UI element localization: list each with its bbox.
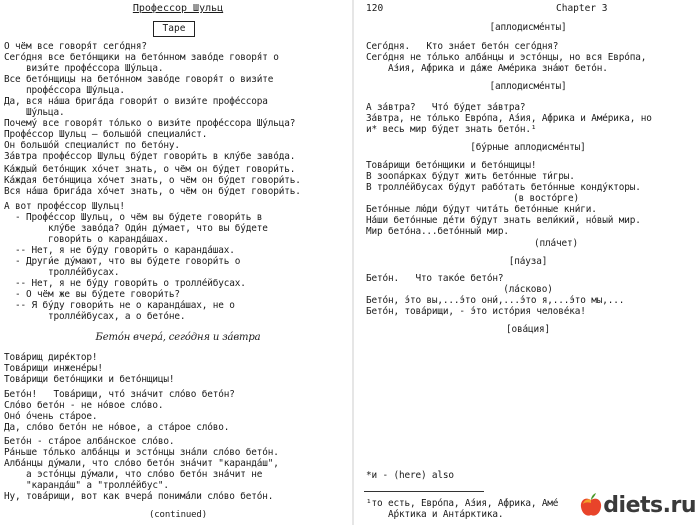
stage-direction: [бу́рные аплодисме́нты] <box>470 142 586 153</box>
footnote: *и - (here) also <box>366 470 454 481</box>
section-subtitle: Бето́н вчера́, сего́дня и за́втра <box>95 332 261 343</box>
text-line: А вот профе́ссор Шульц! <box>4 201 125 212</box>
text-line: Шу́льца. <box>4 107 65 118</box>
text-line: Почему́ все говоря́т то́лько о визи́те профе́ссора Шу́льца? <box>4 118 296 129</box>
page-gutter <box>352 0 354 525</box>
footnote: А́рктика и Анта́рктика. <box>366 509 504 520</box>
page-number: 120 <box>366 3 384 14</box>
stage-direction: [ова́ция] <box>506 324 550 335</box>
stage-direction: [аплодисме́нты] <box>489 81 567 92</box>
chapter-header: Chapter 3 <box>556 3 608 14</box>
text-line: А́зия, А́фрика и да́же Аме́рика зна́ют бето́н. <box>366 63 608 74</box>
apple-icon <box>579 492 603 518</box>
text-line: тролле́йбусах, а о бето́не. <box>4 311 186 322</box>
text-line: - Други́е ду́мают, что вы бу́дете говори́ть о <box>4 256 241 267</box>
text-line: Бето́нные лю́ди бу́дут чита́ть бето́нные кни́ги. <box>366 204 597 215</box>
text-line: Това́рищ дире́ктор! <box>4 352 98 363</box>
text-line: Сего́дня все бето́нщики на бето́нном заво́де говоря́т о <box>4 52 279 63</box>
watermark-text: diets.ru <box>603 492 696 518</box>
text-line: Ка́ждая бето́нщица хо́чет знать, о чём он бу́дет говори́ть. <box>4 175 301 186</box>
stage-direction: (в восто́рге) <box>513 193 579 204</box>
text-line: профе́ссора Шу́льца. <box>4 85 125 96</box>
text-line: Ра́ньше то́лько алба́нцы и эсто́нцы зна́ли сло́во бето́н. <box>4 447 279 458</box>
text-line: клу́бе заво́да? Оди́н ду́мает, что вы бу́дете <box>4 223 268 234</box>
text-line: За́втра, не то́лько Евро́па, А́зия, А́фрика и Аме́рика, но <box>366 113 652 124</box>
page-title: Профессор Шульц <box>132 3 224 14</box>
text-line: Сего́дня не то́лько алба́нцы и эсто́нцы, но вся Евро́па, <box>366 52 647 63</box>
text-line: -- Я бу́ду говори́ть не о каранда́шах, не о <box>4 300 235 311</box>
text-line: и* весь мир бу́дет знать бето́н.¹ <box>366 124 537 135</box>
text-line: Това́рищи бето́нщики и бето́нщицы! <box>4 374 175 385</box>
text-line: Сло́во бето́н - не но́вое сло́во. <box>4 400 164 411</box>
text-line: Оно́ о́чень ста́рое. <box>4 411 98 422</box>
text-line: За́втра профе́ссор Шульц бу́дет говори́ть в клу́бе заво́да. <box>4 151 296 162</box>
text-line: - Профе́ссор Шульц, о чём вы бу́дете говори́ть в <box>4 212 263 223</box>
text-line: Мир бето́на...бето́нный мир. <box>366 226 509 237</box>
text-line: Все бето́нщицы на бето́нном заво́де говоря́т о визи́те <box>4 74 274 85</box>
text-line: Бето́н, э́то вы,...э́то они́,...э́то я,...э́то мы,... <box>366 295 625 306</box>
text-line: Профе́ссор Шульц — большо́й специали́ст. <box>4 129 208 140</box>
text-line: -- Нет, я не бу́ду говори́ть о тролле́йбусах. <box>4 278 246 289</box>
text-line: Бето́н. Что тако́е бето́н? <box>366 273 504 284</box>
text-line: Да, сло́во бето́н не но́вое, а ста́рое сло́во. <box>4 422 230 433</box>
text-line: Това́рищи инжене́ры! <box>4 363 103 374</box>
text-line: Бето́н! Това́рищи, что́ зна́чит сло́во бето́н? <box>4 389 235 400</box>
stage-direction: [аплодисме́нты] <box>489 22 567 33</box>
stage-direction: [па́уза] <box>508 256 548 267</box>
stage-direction: (ла́сково) <box>503 284 553 295</box>
text-line: говори́ть о каранда́шах. <box>4 234 169 245</box>
text-line: Вся на́ша брига́да хо́чет знать, о чём он бу́дет говори́ть. <box>4 186 301 197</box>
text-line: О чём все говоря́т сего́дня? <box>4 41 147 52</box>
footnote-rule <box>364 491 484 492</box>
text-line: Това́рищи бето́нщики и бето́нщицы! <box>366 160 537 171</box>
continued-note: (continued) <box>149 510 207 520</box>
text-line: А за́втра? Что́ бу́дет за́втра? <box>366 102 526 113</box>
text-line: Он большо́й специали́ст по бето́ну. <box>4 140 180 151</box>
text-line: визи́те профе́ссора Шу́льца. <box>4 63 164 74</box>
text-line: В тролле́йбусах бу́дут рабо́тать бето́нные конду́кторы. <box>366 182 641 193</box>
right-page <box>356 0 700 525</box>
text-line: "каранда́ш" а "тролле́йбус". <box>4 480 169 491</box>
text-line: Ка́ждый бето́нщик хо́чет знать, о чём он бу́дет говори́ть. <box>4 164 296 175</box>
text-line: тролле́йбусах. <box>4 267 120 278</box>
text-line: Ну, това́рищи, вот как вчера́ понима́ли сло́во бето́н. <box>4 491 274 502</box>
text-line: Бето́н - ста́рое алба́нское сло́во. <box>4 436 175 447</box>
stage-direction: (пла́чет) <box>534 238 578 249</box>
text-line: Сего́дня. Кто зна́ет бето́н сего́дня? <box>366 41 559 52</box>
tape-label: Tape <box>153 21 195 37</box>
text-line: Да, вся на́ша брига́да говори́т о визи́те профе́ссора <box>4 96 268 107</box>
text-line: - О чём же вы бу́дете говори́ть? <box>4 289 180 300</box>
text-line: а эсто́нцы ду́мали, что сло́во бето́н зна́чит не <box>4 469 263 480</box>
text-line: Бето́н, това́рищи, - э́то исто́рия челове́ка! <box>366 306 586 317</box>
text-line: На́ши бето́нные де́ти бу́дут знать вели́кий, но́вый мир. <box>366 215 641 226</box>
text-line: -- Нет, я не бу́ду говори́ть о каранда́шах. <box>4 245 235 256</box>
text-line: Алба́нцы ду́мали, что сло́во бето́н зна́чит "каранда́ш", <box>4 458 279 469</box>
site-watermark <box>579 491 696 519</box>
footnote: ¹то есть, Евро́па, А́зия, А́фрика, Аме́ <box>366 498 559 509</box>
text-line: В зоопа́рках бу́дут жить бето́нные ти́гры. <box>366 171 575 182</box>
